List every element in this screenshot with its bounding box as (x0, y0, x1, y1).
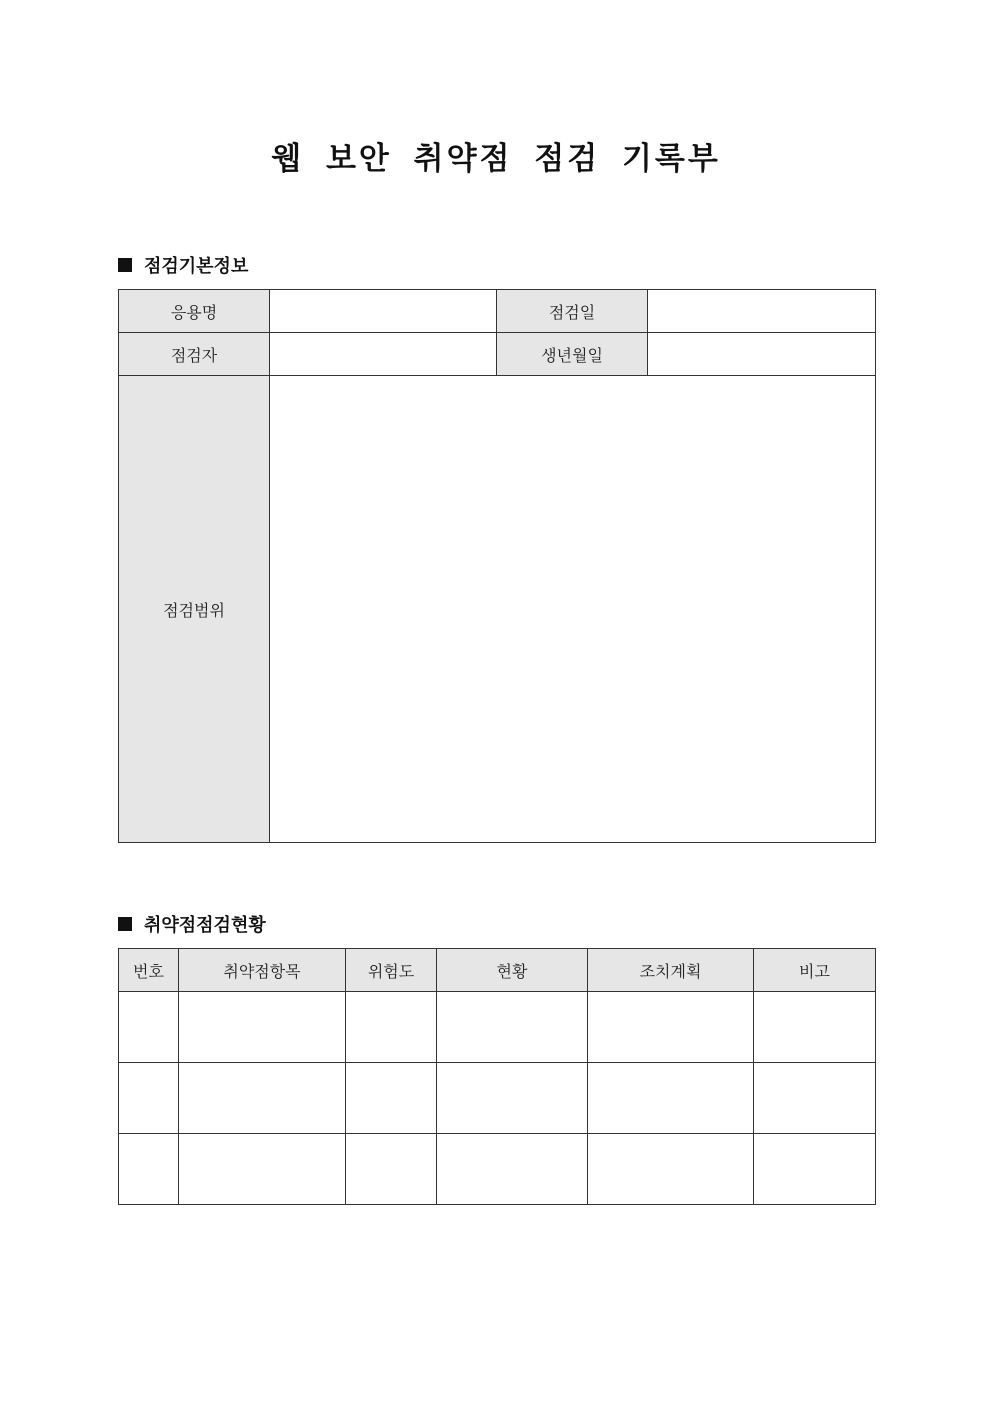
current-status-cell[interactable] (437, 992, 588, 1063)
inspector-field[interactable] (270, 333, 497, 376)
number-cell[interactable] (119, 992, 179, 1063)
document-title: 웹 보안 취약점 점검 기록부 (271, 141, 721, 177)
scope-label: 점검범위 (119, 376, 270, 843)
action-plan-cell[interactable] (588, 1134, 754, 1205)
current-status-cell[interactable] (437, 1134, 588, 1205)
inspection-date-field[interactable] (648, 290, 876, 333)
table-row (119, 1134, 876, 1205)
birth-date-label: 생년월일 (497, 333, 648, 376)
table-row (119, 1063, 876, 1134)
basic-info-heading (118, 253, 248, 277)
remarks-cell[interactable] (754, 992, 876, 1063)
basic-info-table (118, 289, 876, 843)
column-header-vulnerability-item: 취약점항목 (179, 949, 346, 992)
action-plan-cell[interactable] (588, 992, 754, 1063)
inspection-date-label: 점검일 (497, 290, 648, 333)
table-row (119, 992, 876, 1063)
scope-field[interactable] (270, 376, 876, 843)
column-header-action-plan: 조치계획 (588, 949, 754, 992)
number-cell[interactable] (119, 1063, 179, 1134)
column-header-risk-level: 위험도 (346, 949, 437, 992)
vulnerability-status-table (118, 948, 876, 1205)
app-name-label: 응용명 (119, 290, 270, 333)
risk-level-cell[interactable] (346, 1063, 437, 1134)
vulnerability-item-cell[interactable] (179, 992, 346, 1063)
basic-info-heading-label: 점검기본정보 (144, 256, 249, 277)
remarks-cell[interactable] (754, 1063, 876, 1134)
column-header-number: 번호 (119, 949, 179, 992)
inspector-label: 점검자 (119, 333, 270, 376)
remarks-cell[interactable] (754, 1134, 876, 1205)
vulnerability-item-cell[interactable] (179, 1134, 346, 1205)
vulnerability-item-cell[interactable] (179, 1063, 346, 1134)
square-bullet-icon (118, 258, 132, 272)
risk-level-cell[interactable] (346, 992, 437, 1063)
column-header-remarks: 비고 (754, 949, 876, 992)
birth-date-field[interactable] (648, 333, 876, 376)
status-heading-label: 취약점점검현황 (144, 915, 266, 936)
action-plan-cell[interactable] (588, 1063, 754, 1134)
app-name-field[interactable] (270, 290, 497, 333)
column-header-current-status: 현황 (437, 949, 588, 992)
current-status-cell[interactable] (437, 1063, 588, 1134)
risk-level-cell[interactable] (346, 1134, 437, 1205)
number-cell[interactable] (119, 1134, 179, 1205)
status-heading (118, 912, 266, 936)
square-bullet-icon (118, 917, 132, 931)
